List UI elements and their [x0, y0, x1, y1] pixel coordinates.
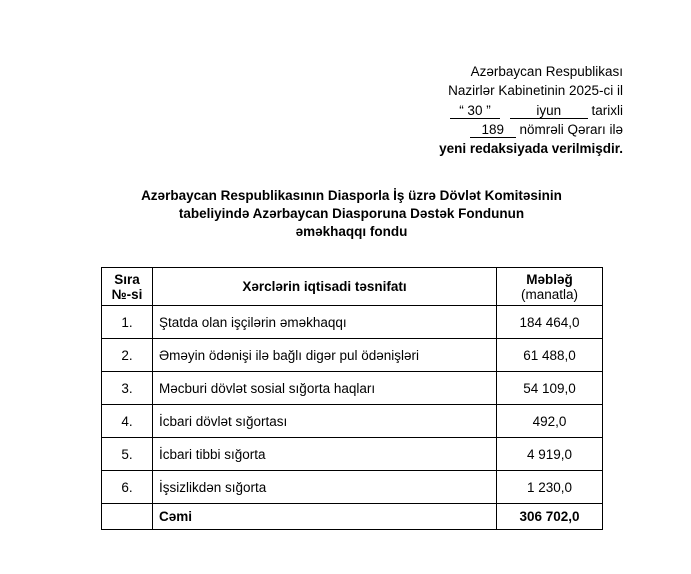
header-line-number [323, 120, 623, 139]
row-description: İcbari dövlət sığortası [153, 405, 497, 438]
date-suffix: tarixli [591, 102, 623, 118]
row-amount: 1 230,0 [497, 471, 603, 504]
total-row-number-cell [102, 504, 153, 530]
total-amount: 306 702,0 [497, 504, 603, 530]
total-label: Cəmi [153, 504, 497, 530]
table-header-row [102, 268, 603, 306]
column-header-number: Sıra №-si [102, 268, 153, 306]
row-number: 5. [102, 438, 153, 471]
table-row [102, 438, 603, 471]
table-row [102, 405, 603, 438]
row-number: 4. [102, 405, 153, 438]
decree-month: iyun [510, 103, 588, 119]
table-row [102, 372, 603, 405]
title-line-1: Azərbaycan Respublikasının Diasporla İş üzrə Dövlət Komitəsinin [141, 188, 562, 203]
table-row [102, 339, 603, 372]
row-description: İcbari tibbi sığorta [153, 438, 497, 471]
row-description: İşsizlikdən sığorta [153, 471, 497, 504]
document-title [0, 187, 691, 241]
number-suffix: nömrəli Qərarı ilə [519, 121, 623, 137]
table-row [102, 306, 603, 339]
row-amount: 492,0 [497, 405, 603, 438]
row-number: 1. [102, 306, 153, 339]
row-amount: 54 109,0 [497, 372, 603, 405]
row-number: 6. [102, 471, 153, 504]
total-row [102, 504, 603, 530]
header-line-republic: Azərbaycan Respublikası [470, 64, 623, 79]
table-row [102, 471, 603, 504]
amount-unit: (manatla) [520, 286, 579, 302]
decree-day: “ 30 ” [450, 103, 500, 119]
header-line-cabinet: Nazirlər Kabinetinin 2025-ci il [448, 83, 623, 99]
title-line-3: əməkhaqqı fondu [295, 224, 408, 239]
edition-note: yeni redaksiyada verilmişdir. [439, 141, 623, 157]
row-description: Ştatda olan işçilərin əməkhaqqı [153, 306, 497, 339]
row-amount: 61 488,0 [497, 339, 603, 372]
row-amount: 184 464,0 [497, 306, 603, 339]
decree-number: 189 [470, 122, 516, 138]
title-line-2: tabeliyində Azərbaycan Diasporuna Dəstək Fondunun [178, 206, 525, 221]
row-amount: 4 919,0 [497, 438, 603, 471]
decree-reference-header [323, 62, 623, 158]
row-description: Əməyin ödənişi ilə bağlı digər pul ödənişləri [153, 339, 497, 372]
row-number: 2. [102, 339, 153, 372]
row-description: Məcburi dövlət sosial sığorta haqları [153, 372, 497, 405]
column-header-amount: Məbləğ (manatla) [497, 268, 603, 306]
row-number: 3. [102, 372, 153, 405]
header-line-date [323, 101, 623, 120]
column-header-classification: Xərclərin iqtisadi təsnifatı [153, 268, 497, 306]
payroll-fund-table [101, 267, 603, 530]
